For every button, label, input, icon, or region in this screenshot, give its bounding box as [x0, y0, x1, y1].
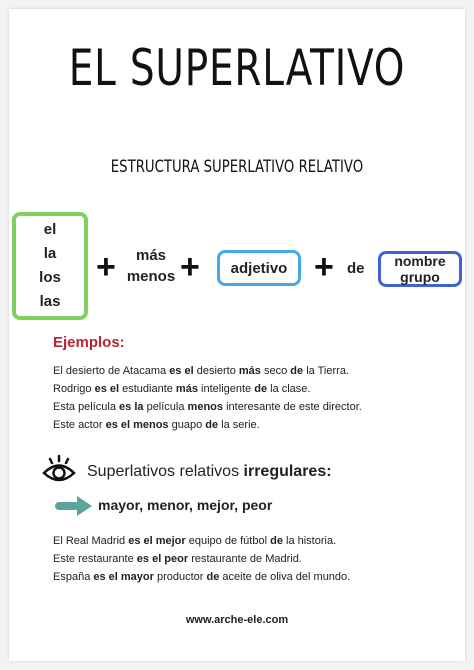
- article-las: las: [39, 293, 61, 310]
- quantifier-menos: menos: [126, 268, 176, 285]
- sentence-text: estudiante: [119, 383, 176, 395]
- noun-box: [378, 251, 462, 287]
- sentence-emphasis: es el mejor: [128, 535, 186, 547]
- sentence-text: guapo: [168, 419, 206, 431]
- sentence-emphasis: de: [254, 383, 268, 395]
- irregular-heading-bold: irregulares:: [243, 463, 332, 480]
- sentence-text: El Real Madrid: [53, 535, 129, 547]
- sentence-emphasis: más: [175, 383, 198, 395]
- sentence-text: seco: [260, 365, 291, 377]
- irregular-heading: [87, 463, 332, 481]
- sentence-emphasis: es el menos: [105, 419, 169, 431]
- noun-label-2: grupo: [400, 269, 440, 285]
- section-subtitle: ESTRUCTURA SUPERLATIVO RELATIVO: [110, 157, 364, 177]
- sentence-text: El desierto de Atacama: [53, 365, 170, 377]
- adjective-box: [217, 250, 301, 286]
- sentence-text: Rodrigo: [53, 383, 95, 395]
- noun-label-1: nombre: [394, 253, 446, 269]
- sentence-text: la historia.: [282, 535, 337, 547]
- sentence-emphasis: es el mayor: [93, 571, 154, 583]
- sentence-text: la Tierra.: [303, 365, 349, 377]
- sentence-text: España: [53, 571, 94, 583]
- sentence-text: Esta película: [53, 401, 120, 413]
- sentence-emphasis: es la: [119, 401, 144, 413]
- example-sentence: [53, 380, 362, 398]
- sentence-text: inteligente: [197, 383, 255, 395]
- sentence-text: desierto: [193, 365, 239, 377]
- plus-sign-2: +: [180, 248, 200, 286]
- irregular-example-sentence: [53, 532, 350, 550]
- sentence-emphasis: menos: [187, 401, 224, 413]
- sentence-text: la clase.: [267, 383, 311, 395]
- quantifier-mas: más: [135, 247, 167, 264]
- sentence-text: Este actor: [53, 419, 106, 431]
- eye-icon: [42, 454, 76, 488]
- examples-list: [53, 362, 362, 434]
- sentence-text: película: [143, 401, 188, 413]
- article-el: el: [43, 221, 57, 238]
- irregular-example-sentence: [53, 568, 350, 586]
- article-la: la: [43, 245, 57, 262]
- plus-sign-3: +: [314, 248, 334, 286]
- sentence-text: interesante de este director.: [223, 401, 362, 413]
- plus-sign-1: +: [96, 248, 116, 286]
- irregular-heading-normal: Superlativos relativos: [87, 463, 244, 480]
- examples-heading: Ejemplos:: [53, 334, 125, 351]
- sentence-text: restaurante de Madrid.: [188, 553, 302, 565]
- sentence-text: equipo de fútbol: [185, 535, 271, 547]
- sentence-emphasis: es el: [169, 365, 194, 377]
- sentence-emphasis: de: [270, 535, 283, 547]
- website-footer: www.arche-ele.com: [185, 614, 289, 626]
- irregular-examples-list: [53, 532, 350, 586]
- sentence-emphasis: de: [290, 365, 304, 377]
- sentence-text: productor: [153, 571, 207, 583]
- irregular-example-sentence: [53, 550, 350, 568]
- arrow-right-icon: [55, 495, 93, 517]
- sentence-emphasis: es el: [94, 383, 120, 395]
- sentence-text: la serie.: [218, 419, 260, 431]
- sentence-emphasis: más: [238, 365, 261, 377]
- articles-box: [12, 212, 88, 320]
- preposition-de: de: [347, 260, 365, 277]
- page-title: EL SUPERLATIVO: [68, 39, 406, 97]
- quantifiers: [124, 245, 178, 287]
- sentence-text: aceite de oliva del mundo.: [219, 571, 351, 583]
- irregular-forms: mayor, menor, mejor, peor: [98, 497, 273, 513]
- example-sentence: [53, 362, 362, 380]
- adjective-label: adjetivo: [230, 259, 288, 277]
- sentence-emphasis: es el peor: [136, 553, 189, 565]
- sentence-emphasis: de: [206, 571, 220, 583]
- example-sentence: [53, 398, 362, 416]
- example-sentence: [53, 416, 362, 434]
- sentence-emphasis: de: [205, 419, 219, 431]
- sentence-text: Este restaurante: [53, 553, 137, 565]
- article-los: los: [39, 269, 61, 286]
